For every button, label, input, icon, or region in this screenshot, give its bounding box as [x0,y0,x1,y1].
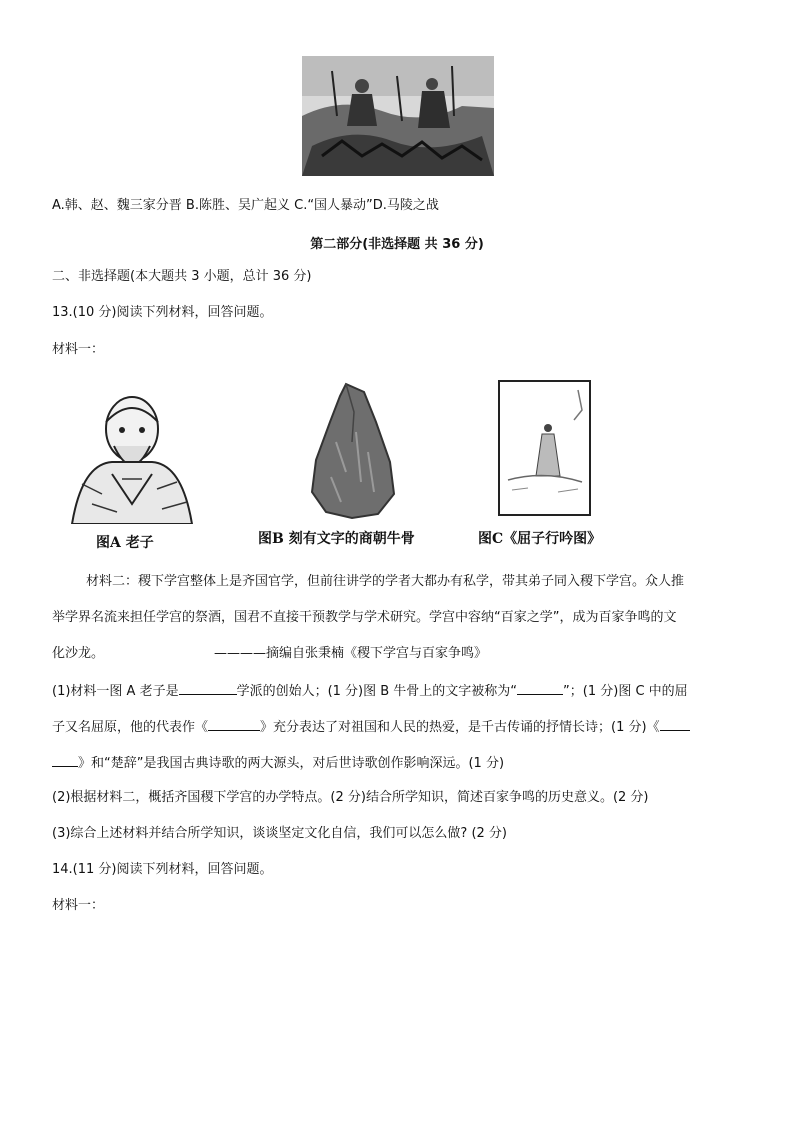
laozi-portrait [62,384,202,524]
fill-blank-school[interactable] [179,681,237,695]
oracle-bone-image [306,382,398,520]
material2-line2: 举学界名流来担任学宫的祭酒，国君不直接干预教学与学术研究。学宫中容纳“百家之学”，成为百家争鸣的文 [52,610,677,625]
fill-blank-classic-end[interactable] [52,753,78,767]
q13-part2: (2)根据材料二，概括齐国稷下学宫的办学特点。(2 分)结合所学知识，简述百家争鸣的历史意义。(2 分) [52,790,649,805]
quzi-painting [498,380,591,516]
fill-blank-classic-start[interactable] [660,717,690,731]
fill-blank-script[interactable] [517,681,563,695]
fill-blank-masterpiece[interactable] [208,717,260,731]
q13-part1-line2 [52,717,690,737]
q1-text-f: 》和“楚辞”是我国古典诗歌的两大源头，对后世诗歌创作影响深远。(1 分) [78,756,505,771]
q1-text-b: 学派的创始人；(1 分)图 B 牛骨上的文字被称为“ [236,684,518,699]
q13-part3: (3)综合上述材料并结合所学知识，谈谈坚定文化自信，我们可以怎么做? (2 分) [52,826,507,841]
caption-fig-a: 图A 老子 [96,535,154,551]
q13-part1-line1 [52,681,688,701]
answer-options: A.韩、赵、魏三家分晋 B.陈胜、吴广起义 C.“国人暴动”D.马陵之战 [52,198,439,213]
material2-line3-text: 化沙龙。 [52,646,105,661]
battle-illustration [302,56,494,176]
part2-title: 第二部分(非选择题 共 36 分) [310,237,484,252]
material2-line1: 材料二：稷下学宫整体上是齐国官学，但前往讲学的学者大都办有私学，带其弟子同入稷下学宫。众人推 [86,574,685,589]
caption-fig-b: 图B 刻有文字的商朝牛骨 [258,531,415,547]
q13-stem: 13.(10 分)阅读下列材料，回答问题。 [52,305,273,320]
q1-text-d: 子又名屈原，他的代表作《 [52,720,209,735]
material2-line3 [52,645,488,663]
q1-text-e: 》充分表达了对祖国和人民的热爱，是千古传诵的抒情长诗；(1 分)《 [260,720,660,735]
material2-source: ————摘编自张秉楠《稷下学宫与百家争鸣》 [214,646,488,661]
section2-header: 二、非选择题(本大题共 3 小题，总计 36 分) [52,269,312,284]
q1-text-a: (1)材料一图 A 老子是 [52,684,179,699]
q13-part1-line3 [52,753,504,773]
q14-stem: 14.(11 分)阅读下列材料，回答问题。 [52,862,273,877]
q14-material1-label: 材料一： [52,898,105,913]
q13-material1-label: 材料一： [52,342,105,357]
caption-fig-c: 图C《屈子行吟图》 [478,531,602,547]
q1-text-c: ”；(1 分)图 C 中的屈 [563,684,688,699]
